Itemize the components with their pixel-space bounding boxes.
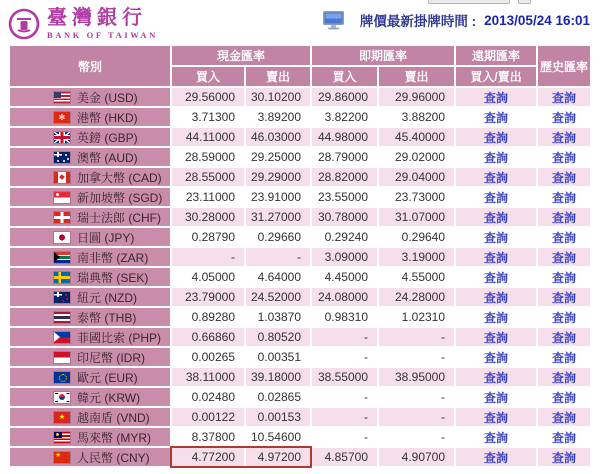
cash-buy-cell: 4.77200	[172, 448, 244, 466]
spot-sell-cell: -	[379, 388, 454, 406]
forward-query-link[interactable]: 查詢	[484, 150, 509, 165]
cash-sell-cell: 1.03870	[246, 308, 310, 326]
table-row	[10, 328, 590, 346]
header-forward-rate: 遠期匯率	[456, 46, 536, 65]
cash-sell-cell: 24.52000	[246, 288, 310, 306]
history-query-cell	[538, 148, 590, 166]
currency-cell	[10, 308, 170, 326]
cash-buy-cell: 0.00265	[172, 348, 244, 366]
page-edge-fragment	[518, 0, 531, 4]
malaysia-flag-icon	[54, 432, 70, 443]
currency-cell	[10, 88, 170, 106]
forward-query-cell	[456, 288, 536, 306]
spot-sell-cell: 29.04000	[379, 168, 454, 186]
history-query-link[interactable]: 查詢	[552, 110, 577, 125]
cash-buy-cell: 3.71300	[172, 108, 244, 126]
cash-sell-cell: 0.00351	[246, 348, 310, 366]
timestamp-label: 牌價最新掛牌時間 :	[359, 14, 477, 29]
table-row	[10, 408, 590, 426]
history-query-cell	[538, 108, 590, 126]
history-query-link[interactable]: 查詢	[552, 270, 577, 285]
header-forward-buy-sell: 買入/賣出	[456, 67, 536, 86]
bank-of-taiwan-emblem-icon	[8, 8, 40, 40]
quote-timestamp	[322, 10, 590, 30]
table-row	[10, 268, 590, 286]
new-zealand-flag-icon	[54, 292, 70, 303]
history-query-cell	[538, 328, 590, 346]
currency-name: 瑞士法郎 (CHF)	[77, 210, 161, 225]
history-query-link[interactable]: 查詢	[552, 190, 577, 205]
history-query-cell	[538, 248, 590, 266]
currency-cell	[10, 368, 170, 386]
south-africa-flag-icon	[54, 252, 70, 263]
cash-sell-cell: 31.27000	[246, 208, 310, 226]
cash-buy-cell: 38.11000	[172, 368, 244, 386]
spot-buy-cell: -	[312, 388, 377, 406]
spot-sell-cell: 23.73000	[379, 188, 454, 206]
table-row	[10, 148, 590, 166]
philippines-flag-icon	[54, 332, 70, 343]
spot-buy-cell: 4.85700	[312, 448, 377, 466]
history-query-link[interactable]: 查詢	[552, 330, 577, 345]
spot-buy-cell: -	[312, 408, 377, 426]
history-query-link[interactable]: 查詢	[552, 90, 577, 105]
indonesia-flag-icon	[54, 352, 70, 363]
spot-buy-cell: 23.55000	[312, 188, 377, 206]
history-query-cell	[538, 428, 590, 446]
forward-query-link[interactable]: 查詢	[484, 250, 509, 265]
sweden-flag-icon	[54, 272, 70, 283]
currency-cell	[10, 328, 170, 346]
table-row	[10, 368, 590, 386]
hk-flag-icon	[54, 112, 70, 123]
table-row	[10, 128, 590, 146]
spot-buy-cell: 0.29240	[312, 228, 377, 246]
australia-flag-icon	[54, 152, 70, 163]
history-query-link[interactable]: 查詢	[552, 430, 577, 445]
spot-buy-cell: 28.79000	[312, 148, 377, 166]
currency-cell	[10, 388, 170, 406]
history-query-link[interactable]: 查詢	[552, 250, 577, 265]
cash-sell-cell: 46.03000	[246, 128, 310, 146]
header-cash-buy: 買入	[172, 67, 244, 86]
cash-sell-cell: 3.89200	[246, 108, 310, 126]
header-spot-rate: 即期匯率	[312, 46, 454, 65]
history-query-cell	[538, 228, 590, 246]
cash-buy-cell: 0.28790	[172, 228, 244, 246]
history-query-link[interactable]: 查詢	[552, 410, 577, 425]
currency-name: 加拿大幣 (CAD)	[77, 170, 162, 185]
history-query-cell	[538, 388, 590, 406]
forward-query-cell	[456, 248, 536, 266]
spot-sell-cell: -	[379, 348, 454, 366]
currency-cell	[10, 128, 170, 146]
spot-buy-cell: 30.78000	[312, 208, 377, 226]
history-query-link[interactable]: 查詢	[552, 350, 577, 365]
spot-buy-cell: 4.45000	[312, 268, 377, 286]
cash-buy-cell: 0.00122	[172, 408, 244, 426]
cash-buy-cell: 0.89280	[172, 308, 244, 326]
south-korea-flag-icon	[54, 392, 70, 403]
uk-flag-icon	[54, 132, 70, 143]
cash-buy-cell: 0.66860	[172, 328, 244, 346]
spot-buy-cell: -	[312, 328, 377, 346]
vietnam-flag-icon	[54, 412, 70, 423]
forward-query-cell	[456, 408, 536, 426]
forward-query-link[interactable]: 查詢	[484, 270, 509, 285]
spot-sell-cell: 31.07000	[379, 208, 454, 226]
cash-sell-cell: 39.18000	[246, 368, 310, 386]
timestamp-value: 2013/05/24 16:01	[484, 12, 590, 28]
currency-name: 瑞典幣 (SEK)	[77, 270, 149, 285]
currency-name: 菲國比索 (PHP)	[77, 330, 162, 345]
history-query-link[interactable]: 查詢	[552, 450, 577, 465]
japan-flag-icon	[54, 232, 70, 243]
forward-query-cell	[456, 308, 536, 326]
header-spot-sell: 賣出	[379, 67, 454, 86]
spot-sell-cell: 45.40000	[379, 128, 454, 146]
cash-sell-cell: 0.29660	[246, 228, 310, 246]
currency-cell	[10, 408, 170, 426]
cash-buy-cell: 28.55000	[172, 168, 244, 186]
forward-query-link[interactable]: 查詢	[484, 410, 509, 425]
history-query-cell	[538, 128, 590, 146]
table-row	[10, 388, 590, 406]
singapore-flag-icon	[54, 192, 70, 203]
forward-query-link[interactable]: 查詢	[484, 90, 509, 105]
cash-buy-cell: 8.37800	[172, 428, 244, 446]
spot-sell-cell: -	[379, 328, 454, 346]
spot-buy-cell: 29.86000	[312, 88, 377, 106]
spot-sell-cell: -	[379, 428, 454, 446]
table-row	[10, 348, 590, 366]
currency-name: 新加坡幣 (SGD)	[77, 190, 163, 205]
currency-cell	[10, 428, 170, 446]
currency-name: 紐元 (NZD)	[77, 290, 137, 305]
china-flag-icon	[54, 452, 70, 463]
spot-sell-cell: 0.29640	[379, 228, 454, 246]
switzerland-flag-icon	[54, 212, 70, 223]
cash-sell-cell: 29.29000	[246, 168, 310, 186]
spot-sell-cell: -	[379, 408, 454, 426]
bank-logo-title: 臺灣銀行	[47, 7, 147, 30]
page-edge-fragment	[428, 0, 510, 4]
history-query-cell	[538, 168, 590, 186]
currency-cell	[10, 448, 170, 466]
forward-query-cell	[456, 148, 536, 166]
history-query-link[interactable]: 查詢	[552, 290, 577, 305]
cash-buy-cell: 23.11000	[172, 188, 244, 206]
currency-name: 人民幣 (CNY)	[77, 450, 150, 465]
table-row	[10, 248, 590, 266]
spot-buy-cell: 44.98000	[312, 128, 377, 146]
table-row	[10, 88, 590, 106]
table-row	[10, 448, 590, 466]
currency-name: 澳幣 (AUD)	[77, 150, 138, 165]
history-query-link[interactable]: 查詢	[552, 130, 577, 145]
history-query-cell	[538, 208, 590, 226]
header-cash-rate: 現金匯率	[172, 46, 310, 65]
forward-query-cell	[456, 228, 536, 246]
currency-cell	[10, 168, 170, 186]
spot-sell-cell: 38.95000	[379, 368, 454, 386]
history-query-cell	[538, 408, 590, 426]
cash-sell-cell: 23.91000	[246, 188, 310, 206]
currency-cell	[10, 208, 170, 226]
forward-query-link[interactable]: 查詢	[484, 230, 509, 245]
spot-sell-cell: 29.02000	[379, 148, 454, 166]
monitor-icon	[322, 10, 346, 30]
currency-name: 南非幣 (ZAR)	[77, 250, 149, 265]
header-currency: 幣別	[10, 46, 170, 86]
cash-sell-cell: 30.10200	[246, 88, 310, 106]
history-query-link[interactable]: 查詢	[552, 210, 577, 225]
forward-query-link[interactable]: 查詢	[484, 310, 509, 325]
forward-query-link[interactable]: 查詢	[484, 210, 509, 225]
forward-query-link[interactable]: 查詢	[484, 290, 509, 305]
cash-sell-cell: 29.25000	[246, 148, 310, 166]
history-query-cell	[538, 188, 590, 206]
cash-sell-cell: 0.02865	[246, 388, 310, 406]
forward-query-cell	[456, 428, 536, 446]
spot-buy-cell: -	[312, 428, 377, 446]
spot-buy-cell: 24.08000	[312, 288, 377, 306]
thailand-flag-icon	[54, 312, 70, 323]
us-flag-icon	[54, 92, 70, 103]
history-query-cell	[538, 88, 590, 106]
history-query-link[interactable]: 查詢	[552, 170, 577, 185]
forward-query-cell	[456, 388, 536, 406]
header-cash-sell: 賣出	[246, 67, 310, 86]
canada-flag-icon	[54, 172, 70, 183]
spot-buy-cell: 3.82200	[312, 108, 377, 126]
cash-sell-cell: 0.00153	[246, 408, 310, 426]
currency-cell	[10, 288, 170, 306]
cash-buy-cell: 28.59000	[172, 148, 244, 166]
eu-flag-icon	[54, 372, 70, 383]
history-query-cell	[538, 448, 590, 466]
history-query-link[interactable]: 查詢	[552, 370, 577, 385]
cash-sell-cell: 0.80520	[246, 328, 310, 346]
currency-cell	[10, 228, 170, 246]
history-query-link[interactable]: 查詢	[552, 150, 577, 165]
cash-buy-cell: 29.56000	[172, 88, 244, 106]
spot-buy-cell: 28.82000	[312, 168, 377, 186]
bank-logo[interactable]	[8, 8, 158, 40]
currency-cell	[10, 188, 170, 206]
table-row	[10, 428, 590, 446]
spot-sell-cell: 24.28000	[379, 288, 454, 306]
spot-buy-cell: -	[312, 348, 377, 366]
cash-buy-cell: 0.02480	[172, 388, 244, 406]
forward-query-link[interactable]: 查詢	[484, 170, 509, 185]
spot-buy-cell: 0.98310	[312, 308, 377, 326]
spot-sell-cell: 1.02310	[379, 308, 454, 326]
currency-name: 美金 (USD)	[77, 90, 138, 105]
spot-sell-cell: 29.96000	[379, 88, 454, 106]
currency-cell	[10, 248, 170, 266]
forward-query-link[interactable]: 查詢	[484, 390, 509, 405]
currency-cell	[10, 148, 170, 166]
cash-buy-cell: 23.79000	[172, 288, 244, 306]
forward-query-cell	[456, 88, 536, 106]
forward-query-cell	[456, 328, 536, 346]
currency-name: 馬來幣 (MYR)	[77, 430, 151, 445]
table-row	[10, 288, 590, 306]
table-row	[10, 208, 590, 226]
currency-name: 印尼幣 (IDR)	[77, 350, 145, 365]
spot-sell-cell: 4.55000	[379, 268, 454, 286]
cash-sell-cell: -	[246, 248, 310, 266]
table-row	[10, 168, 590, 186]
currency-cell	[10, 348, 170, 366]
forward-query-cell	[456, 208, 536, 226]
forward-query-cell	[456, 368, 536, 386]
page-header	[0, 0, 600, 44]
cash-buy-cell: 30.28000	[172, 208, 244, 226]
table-row	[10, 228, 590, 246]
currency-name: 港幣 (HKD)	[77, 110, 138, 125]
cash-sell-cell: 10.54600	[246, 428, 310, 446]
history-query-cell	[538, 268, 590, 286]
forward-query-cell	[456, 128, 536, 146]
exchange-rate-table-wrap	[8, 44, 592, 468]
forward-query-cell	[456, 348, 536, 366]
history-query-cell	[538, 368, 590, 386]
cash-buy-cell: 4.05000	[172, 268, 244, 286]
history-query-link[interactable]: 查詢	[552, 390, 577, 405]
forward-query-cell	[456, 168, 536, 186]
spot-buy-cell: 3.09000	[312, 248, 377, 266]
history-query-cell	[538, 308, 590, 326]
header-spot-buy: 買入	[312, 67, 377, 86]
currency-name: 韓元 (KRW)	[77, 390, 141, 405]
history-query-link[interactable]: 查詢	[552, 230, 577, 245]
forward-query-link[interactable]: 查詢	[484, 370, 509, 385]
currency-name: 越南盾 (VND)	[77, 410, 150, 425]
forward-query-link[interactable]: 查詢	[484, 190, 509, 205]
history-query-link[interactable]: 查詢	[552, 310, 577, 325]
currency-cell	[10, 268, 170, 286]
bank-logo-subtitle: BANK OF TAIWAN	[47, 30, 158, 41]
forward-query-cell	[456, 268, 536, 286]
table-row	[10, 308, 590, 326]
spot-sell-cell: 4.90700	[379, 448, 454, 466]
currency-name: 歐元 (EUR)	[77, 370, 138, 385]
forward-query-cell	[456, 448, 536, 466]
history-query-cell	[538, 348, 590, 366]
cash-sell-cell: 4.97200	[246, 448, 310, 466]
currency-cell	[10, 108, 170, 126]
forward-query-link[interactable]: 查詢	[484, 110, 509, 125]
currency-name: 英鎊 (GBP)	[77, 130, 138, 145]
forward-query-link[interactable]: 查詢	[484, 130, 509, 145]
cash-buy-cell: 44.11000	[172, 128, 244, 146]
forward-query-link[interactable]: 查詢	[484, 430, 509, 445]
spot-buy-cell: 38.55000	[312, 368, 377, 386]
forward-query-link[interactable]: 查詢	[484, 450, 509, 465]
forward-query-link[interactable]: 查詢	[484, 330, 509, 345]
forward-query-cell	[456, 188, 536, 206]
currency-name: 泰幣 (THB)	[77, 310, 137, 325]
forward-query-cell	[456, 108, 536, 126]
currency-name: 日圓 (JPY)	[77, 230, 135, 245]
history-query-cell	[538, 288, 590, 306]
table-row	[10, 188, 590, 206]
header-history-rate: 歷史匯率	[538, 46, 590, 86]
cash-buy-cell: -	[172, 248, 244, 266]
spot-sell-cell: 3.88200	[379, 108, 454, 126]
cash-sell-cell: 4.64000	[246, 268, 310, 286]
table-row	[10, 108, 590, 126]
forward-query-link[interactable]: 查詢	[484, 350, 509, 365]
exchange-rate-table	[8, 44, 592, 468]
spot-sell-cell: 3.19000	[379, 248, 454, 266]
